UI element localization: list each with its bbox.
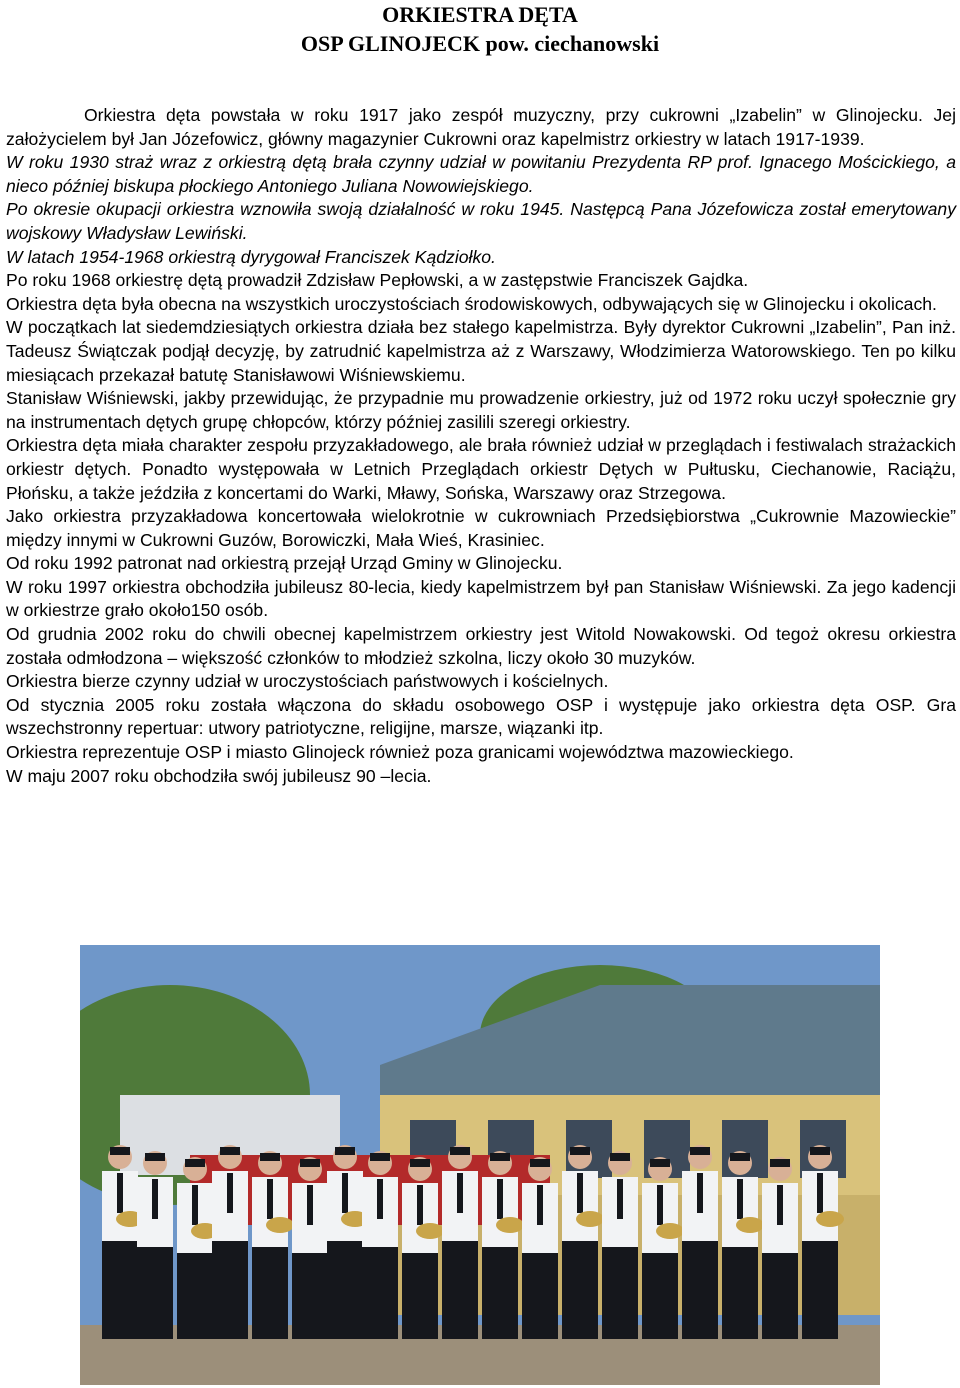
photo-musician-cap xyxy=(770,1159,790,1167)
photo-musician-trousers xyxy=(442,1241,478,1339)
photo-musician-trousers xyxy=(482,1247,518,1339)
photo-musician-trousers xyxy=(402,1253,438,1339)
photo-musician-cap xyxy=(370,1153,390,1161)
photo-musician-cap xyxy=(810,1147,830,1155)
photo-brass-instrument xyxy=(656,1223,684,1239)
photo-musician-cap xyxy=(570,1147,590,1155)
photo-brass-instrument xyxy=(496,1217,524,1233)
photo-musician-trousers xyxy=(722,1247,758,1339)
orchestra-photo-illustration xyxy=(80,945,880,1385)
photo-brass-instrument xyxy=(266,1217,294,1233)
title-line-2: OSP GLINOJECK pow. ciechanowski xyxy=(300,31,660,56)
photo-musician-tie xyxy=(537,1185,543,1225)
paragraph-13: Od grudnia 2002 roku do chwili obecnej kapelmistrzem orkiestry jest Witold Nowakowski. Od tegoż okresu orkiestra została odmłodzona – większość członków to młodzież szkolna, liczy około 30 muzyków. xyxy=(6,624,956,668)
photo-musician-cap xyxy=(260,1153,280,1161)
photo-musician-cap xyxy=(110,1147,130,1155)
photo-musician-cap xyxy=(610,1153,630,1161)
photo-musician-trousers xyxy=(327,1241,363,1339)
photo-musician-trousers xyxy=(562,1241,598,1339)
document-title xyxy=(0,0,960,58)
paragraph-8: Stanisław Wiśniewski, jakby przewidując, że przypadnie mu prowadzenie orkiestry, już od 1972 roku uczył społecznie gry na instrumentach dętych grupę chłopców, którzy później zasilili szeregi orkiestry. xyxy=(6,388,956,432)
paragraph-15: Od stycznia 2005 roku została włączona do składu osobowego OSP i występuje jako orkiestra dęta OSP. Gra wszechstronny repertuar: utwory patriotyczne, religijne, marsze, wiązanki itp. xyxy=(6,694,956,739)
photo-musician-trousers xyxy=(362,1247,398,1339)
photo-musician-tie xyxy=(817,1173,823,1213)
photo-musician-tie xyxy=(307,1185,313,1225)
paragraph-11: Od roku 1992 patronat nad orkiestrą przejął Urząd Gminy w Glinojecku. xyxy=(6,553,563,574)
paragraph-4: W latach 1954-1968 orkiestrą dyrygował Franciszek Kądziołko. xyxy=(6,246,496,267)
photo-musician-cap xyxy=(690,1147,710,1155)
paragraph-6: Orkiestra dęta była obecna na wszystkich uroczystościach środowiskowych, odbywających się w Glinojecku i okolicach. xyxy=(6,293,937,314)
photo-musician-tie xyxy=(267,1179,273,1219)
photo-musician-trousers xyxy=(642,1253,678,1339)
paragraph-2: W roku 1930 straż wraz z orkiestrą dętą brała czynny udział w powitaniu Prezydenta RP prof. Ignacego Mościckiego, a nieco później biskupa płockiego Antoniego Juliana Nowowiejskiego. xyxy=(6,152,956,196)
photo-musician-trousers xyxy=(802,1241,838,1339)
photo-musician-tie xyxy=(417,1185,423,1225)
photo-musician-trousers xyxy=(522,1253,558,1339)
photo-musician-cap xyxy=(220,1147,240,1155)
photo-brass-instrument xyxy=(736,1217,764,1233)
photo-musician-trousers xyxy=(602,1247,638,1339)
photo-musician-trousers xyxy=(292,1253,328,1339)
paragraph-1: Orkiestra dęta powstała w roku 1917 jako zespół muzyczny, przy cukrowni „Izabelin” w Glinojecku. Jej założycielem był Jan Józefowicz, główny magazynier Cukrowni oraz kapelmistrz orkiestry w latach 1917-1939. xyxy=(6,105,956,149)
paragraph-16: Orkiestra reprezentuje OSP i miasto Glinojeck również poza granicami województwa mazowieckiego. xyxy=(6,742,794,763)
photo-musician-tie xyxy=(737,1179,743,1219)
photo-musician-cap xyxy=(450,1147,470,1155)
photo-musician-cap xyxy=(410,1159,430,1167)
photo-musician-cap xyxy=(300,1159,320,1167)
paragraph-3: Po okresie okupacji orkiestra wznowiła swoją działalność w roku 1945. Następcą Pana Józefowicza został emerytowany wojskowy Władysław Lewiński. xyxy=(6,199,956,243)
photo-musician-cap xyxy=(145,1153,165,1161)
photo-brass-instrument xyxy=(816,1211,844,1227)
photo-musician-tie xyxy=(777,1185,783,1225)
photo-musician-tie xyxy=(657,1185,663,1225)
document-body xyxy=(6,104,956,788)
title-line-1: ORKIESTRA DĘTA xyxy=(382,2,578,27)
paragraph-5: Po roku 1968 orkiestrę dętą prowadził Zdzisław Pepłowski, a w zastępstwie Franciszek Gajdka. xyxy=(6,270,749,291)
photo-musician-tie xyxy=(617,1179,623,1219)
paragraph-10: Jako orkiestra przyzakładowa koncertowała wielokrotnie w cukrowniach Przedsiębiorstwa „Cukrownie Mazowieckie” między innymi w Cukrowni Guzów, Borowiczki, Mała Wieś, Krasiniec. xyxy=(6,506,956,550)
photo-musician-tie xyxy=(227,1173,233,1213)
photo-musician-tie xyxy=(192,1185,198,1225)
photo-musician-cap xyxy=(650,1159,670,1167)
paragraph-14: Orkiestra bierze czynny udział w uroczystościach państwowych i kościelnych. xyxy=(6,671,609,692)
photo-musician-cap xyxy=(185,1159,205,1167)
photo-musician-tie xyxy=(377,1179,383,1219)
photo-musician-tie xyxy=(117,1173,123,1213)
photo-musician-tie xyxy=(152,1179,158,1219)
photo-musician-trousers xyxy=(212,1241,248,1339)
photo-musician-tie xyxy=(577,1173,583,1213)
photo-musician-trousers xyxy=(252,1247,288,1339)
paragraph-12: W roku 1997 orkiestra obchodziła jubileusz 80-lecia, kiedy kapelmistrzem był pan Stanisław Wiśniewski. Za jego kadencji w orkiestrze grało około150 osób. xyxy=(6,576,956,621)
photo-musician-cap xyxy=(490,1153,510,1161)
photo-brass-instrument xyxy=(576,1211,604,1227)
photo-musician-tie xyxy=(697,1173,703,1213)
photo-musician-tie xyxy=(497,1179,503,1219)
photo-musician-cap xyxy=(335,1147,355,1155)
orchestra-photo xyxy=(80,945,880,1385)
paragraph-17: W maju 2007 roku obchodziła swój jubileusz 90 –lecia. xyxy=(6,765,432,786)
photo-musician-tie xyxy=(342,1173,348,1213)
photo-musician-cap xyxy=(530,1159,550,1167)
photo-musician-cap xyxy=(730,1153,750,1161)
photo-musician-trousers xyxy=(762,1253,798,1339)
photo-musician-trousers xyxy=(177,1253,213,1339)
photo-brass-instrument xyxy=(416,1223,444,1239)
paragraph-9: Orkiestra dęta miała charakter zespołu przyzakładowego, ale brała również udział w przeglądach i festiwalach strażackich orkiestr dętych. Ponadto występowała w Letnich Przeglądach orkiestr Dętych w Pułtusku, Ciechanowie, Raciążu, Płońsku, a także jeździła z koncertami do Warki, Mławy, Sońska, Warszawy oraz Strzegowa. xyxy=(6,435,956,503)
photo-musician-trousers xyxy=(682,1241,718,1339)
photo-musician-tie xyxy=(457,1173,463,1213)
photo-musician-trousers xyxy=(137,1247,173,1339)
paragraph-7: W początkach lat siedemdziesiątych orkiestra działa bez stałego kapelmistrza. Były dyrektor Cukrowni „Izabelin”, Pan inż. Tadeusz Świątczak podjął decyzję, by zatrudnić kapelmistrza aż z Warszawy, Włodzimierza Watorowskiego. Ten po kilku miesiącach przekazał batutę Stanisławowi Wiśniewskiemu. xyxy=(6,317,956,385)
photo-musician-trousers xyxy=(102,1241,138,1339)
